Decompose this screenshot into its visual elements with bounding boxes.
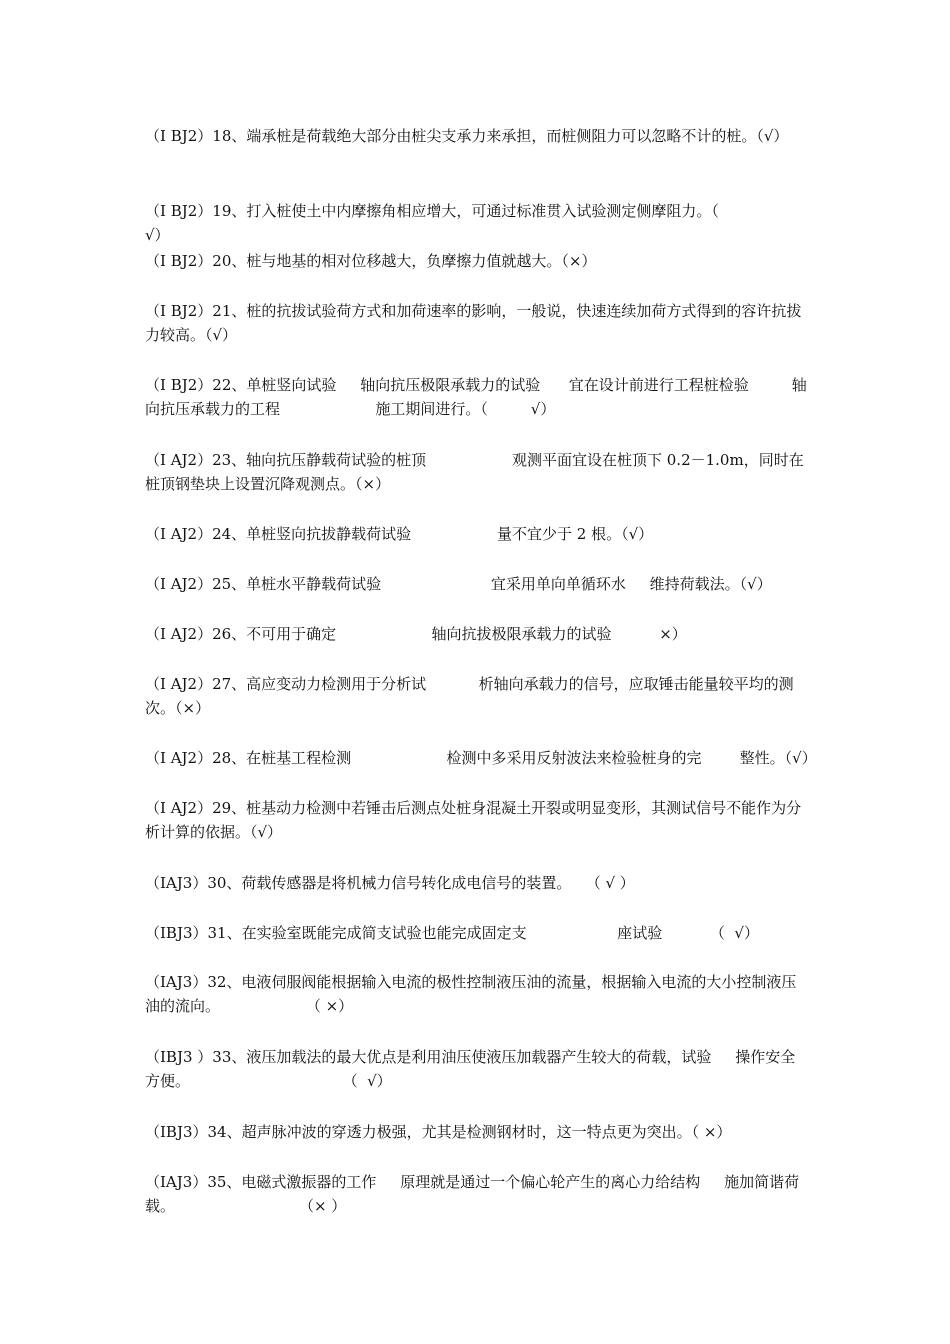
question-27: （Ⅰ AJ2）27、高应变动力检测用于分析试 析轴向承载力的信号，应取锤击能量较平均的测次。（×） (145, 675, 794, 717)
question-35: （ⅠAJ3）35、电磁式激振器的工作 原理就是通过一个偏心轮产生的离心力给结构 施加简谐荷载。 （× ） (145, 1173, 800, 1215)
question-28: （Ⅰ AJ2）28、在桩基工程检测 检测中多采用反射波法来检验桩身的完 整性。（√） (145, 749, 817, 767)
question-22: （Ⅰ BJ2）22、单桩竖向试验 轴向抗压极限承载力的试验 宜在设计前进行工程桩检验 轴向抗压承载力的工程 施工期间进行。（ √） (145, 376, 807, 418)
question-29: （Ⅰ AJ2）29、桩基动力检测中若锤击后测点处桩身混凝土开裂或明显变形，其测试信号不能作为分析计算的依据。（√） (145, 799, 802, 841)
question-18: （Ⅰ BJ2）18、端承桩是荷载绝大部分由桩尖支承力来承担，而桩侧阻力可以忽略不计的桩。（√） (145, 127, 789, 145)
question-30: （ⅠAJ3）30、荷载传感器是将机械力信号转化成电信号的装置。 （ √ ） (145, 874, 635, 892)
question-26: （Ⅰ AJ2）26、不可用于确定 轴向抗拔极限承载力的试验 ×） (145, 625, 687, 643)
question-23: （Ⅰ AJ2）23、轴向抗压静载荷试验的桩顶 观测平面宜设在桩顶下 0.2－1.0m，同时在桩顶钢垫块上设置沉降观测点。（×） (145, 451, 804, 493)
question-34: （ⅠBJ3）34、超声脉冲波的穿透力极强，尤其是检测钢材时，这一特点更为突出。（ ×） (145, 1123, 732, 1141)
question-25: （Ⅰ AJ2）25、单桩水平静载荷试验 宜采用单向单循环水 维持荷载法。（√） (145, 575, 772, 593)
question-21: （Ⅰ BJ2）21、桩的抗拔试验荷方式和加荷速率的影响，一般说，快速连续加荷方式得到的容许抗拔力较高。（√） (145, 302, 802, 344)
question-24: （Ⅰ AJ2）24、单桩竖向抗拔静载荷试验 量不宜少于 2 根。（√） (145, 525, 654, 543)
question-32: （ⅠAJ3）32、电液伺服阀能根据输入电流的极性控制液压油的流量，根据输入电流的大小控制液压油的流向。 （ ×） (145, 973, 797, 1015)
question-33: （ⅠBJ3 ）33、液压加载法的最大优点是利用油压使液压加载器产生较大的荷载，试验 操作安全方便。 （ √） (145, 1048, 796, 1090)
question-31: （ⅠBJ3）31、在实验室既能完成简支试验也能完成固定支 座试验 （ √） (145, 924, 759, 942)
question-20: （Ⅰ BJ2）20、桩与地基的相对位移越大，负摩擦力值就越大。（×） (145, 252, 597, 270)
question-19: （Ⅰ BJ2）19、打入桩使土中内摩擦角相应增大，可通过标准贯入试验测定侧摩阻力。（ √） (145, 202, 805, 244)
